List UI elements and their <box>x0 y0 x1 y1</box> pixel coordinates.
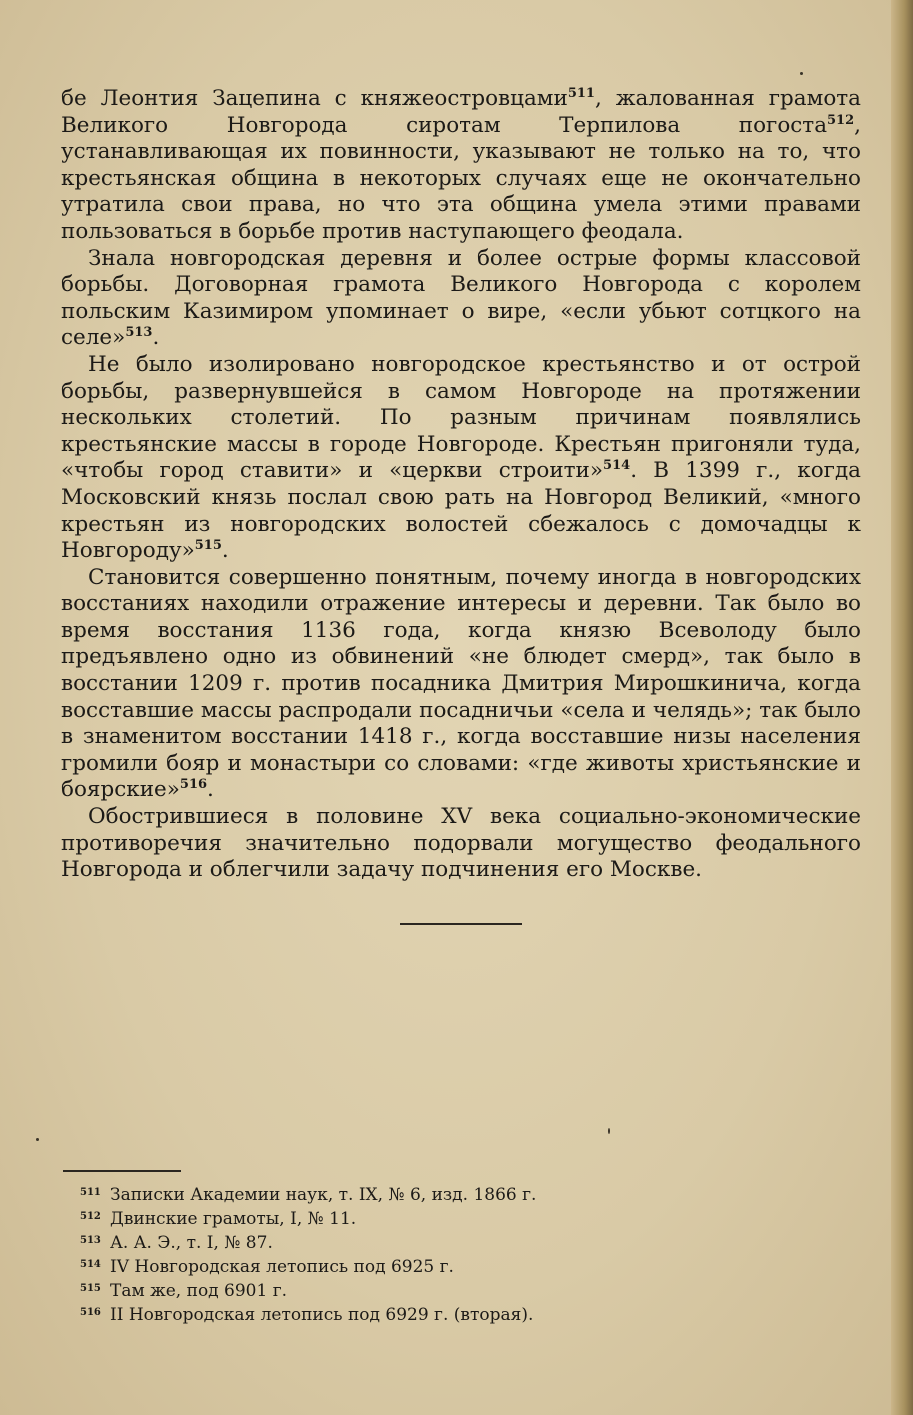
footnote-513 <box>80 1230 700 1254</box>
paragraph-2-end: . <box>152 325 160 351</box>
paragraph-3 <box>61 352 861 565</box>
paragraph-4-end: . <box>207 777 214 803</box>
footnote-number: 514 <box>80 1259 101 1270</box>
footnote-text: II Новгородская летопись под 6929 г. (вторая). <box>110 1305 534 1325</box>
footnote-ref-514[interactable]: 514 <box>603 458 631 474</box>
paragraph-4 <box>61 565 861 804</box>
footnote-ref-513[interactable]: 513 <box>125 325 153 341</box>
footnote-ref-515[interactable]: 515 <box>194 537 222 553</box>
footnote-ref-512[interactable]: 512 <box>827 112 855 128</box>
footnote-515 <box>80 1278 700 1302</box>
main-text <box>61 86 861 884</box>
footnote-number: 511 <box>80 1187 101 1198</box>
footnote-number: 513 <box>80 1235 101 1246</box>
footnote-ref-516[interactable]: 516 <box>179 777 208 793</box>
paragraph-3-end: . <box>221 538 229 564</box>
paragraph-1-text-b: , жалованная грамота Великого Новгорода сиротам Терпилова погоста <box>61 86 861 138</box>
paragraph-4-text: Становится совершенно понятным, почему иногда в новгородских восстаниях находили отражение интересы и деревни. Так было во время восстания 1136 года, когда князю Всеволоду было предъявлено одно из обвинений «не блюдет смерд», так было в восстании 1209 г. против посадника Дмитрия Мирошкинича, когда восставшие массы распродали посадничьи «села и челядь»; так было в знаменитом восстании 1418 г., когда восставшие низы населения громили бояр и монастыри со словами: «где животы христьянские и боярские» <box>61 564 861 803</box>
footnote-number: 516 <box>80 1307 101 1318</box>
footnote-ref-511[interactable]: 511 <box>567 85 595 101</box>
paragraph-2-text: Знала новгородская деревня и более острые формы классовой борьбы. Договорная грамота Великого Новгорода с королем польским Казимиром упоминает о вире, «если убьют сотцкого на селе» <box>61 245 861 351</box>
footnote-text: А. А. Э., т. I, № 87. <box>110 1233 273 1253</box>
paragraph-5-text: Обострившиеся в половине XV века социально-экономические противоречия значительно подорвали могущество феодального Новгорода и облегчили задачу подчинения его Москве. <box>61 804 861 883</box>
paragraph-2 <box>61 246 861 352</box>
paper-speck <box>800 72 803 75</box>
paper-speck <box>36 1138 39 1141</box>
paper-speck <box>608 1128 610 1134</box>
page-edge-shadow <box>891 0 913 1415</box>
footnote-514 <box>80 1254 700 1278</box>
footnote-text: Двинские грамоты, I, № 11. <box>110 1209 357 1229</box>
paragraph-3-text-b: . В 1399 г., когда Московский князь послал свою рать на Новгород Великий, «много крестьян из новгородских волостей сбежалось с домочадцы к Новгороду» <box>61 458 862 564</box>
paragraph-1-text-c: , устанавливающая их повинности, указывают не только на то, что крестьянская община в некоторых случаях еще не окончательно утратила свои права, но что эта община умела этими правами пользоваться в борьбе против наступающего феодала. <box>61 112 861 244</box>
paragraph-1 <box>61 86 861 246</box>
paragraph-1-text: бе Леонтия Зацепина с княжеостровцами <box>61 86 568 111</box>
footnote-512 <box>80 1206 700 1230</box>
footnote-number: 515 <box>80 1283 101 1294</box>
footnote-text: Записки Академии наук, т. IX, № 6, изд. 1866 г. <box>110 1185 537 1205</box>
footnote-516 <box>80 1302 700 1326</box>
section-divider <box>400 923 522 925</box>
footnote-text: Там же, под 6901 г. <box>110 1281 288 1301</box>
paragraph-5 <box>61 804 861 884</box>
footnote-number: 512 <box>80 1211 101 1222</box>
footnote-rule <box>63 1170 181 1172</box>
footnotes <box>80 1182 700 1326</box>
paragraph-3-text: Не было изолировано новгородское крестьянство и от острой борьбы, развернувшейся в самом Новгороде на протяжении нескольких столетий. По разным причинам появлялись крестьянские массы в городе Новгороде. Крестьян пригоняли туда, «чтобы город ставити» и «церкви строити» <box>61 351 861 484</box>
footnote-text: IV Новгородская летопись под 6925 г. <box>110 1257 454 1277</box>
footnote-511 <box>80 1182 700 1206</box>
